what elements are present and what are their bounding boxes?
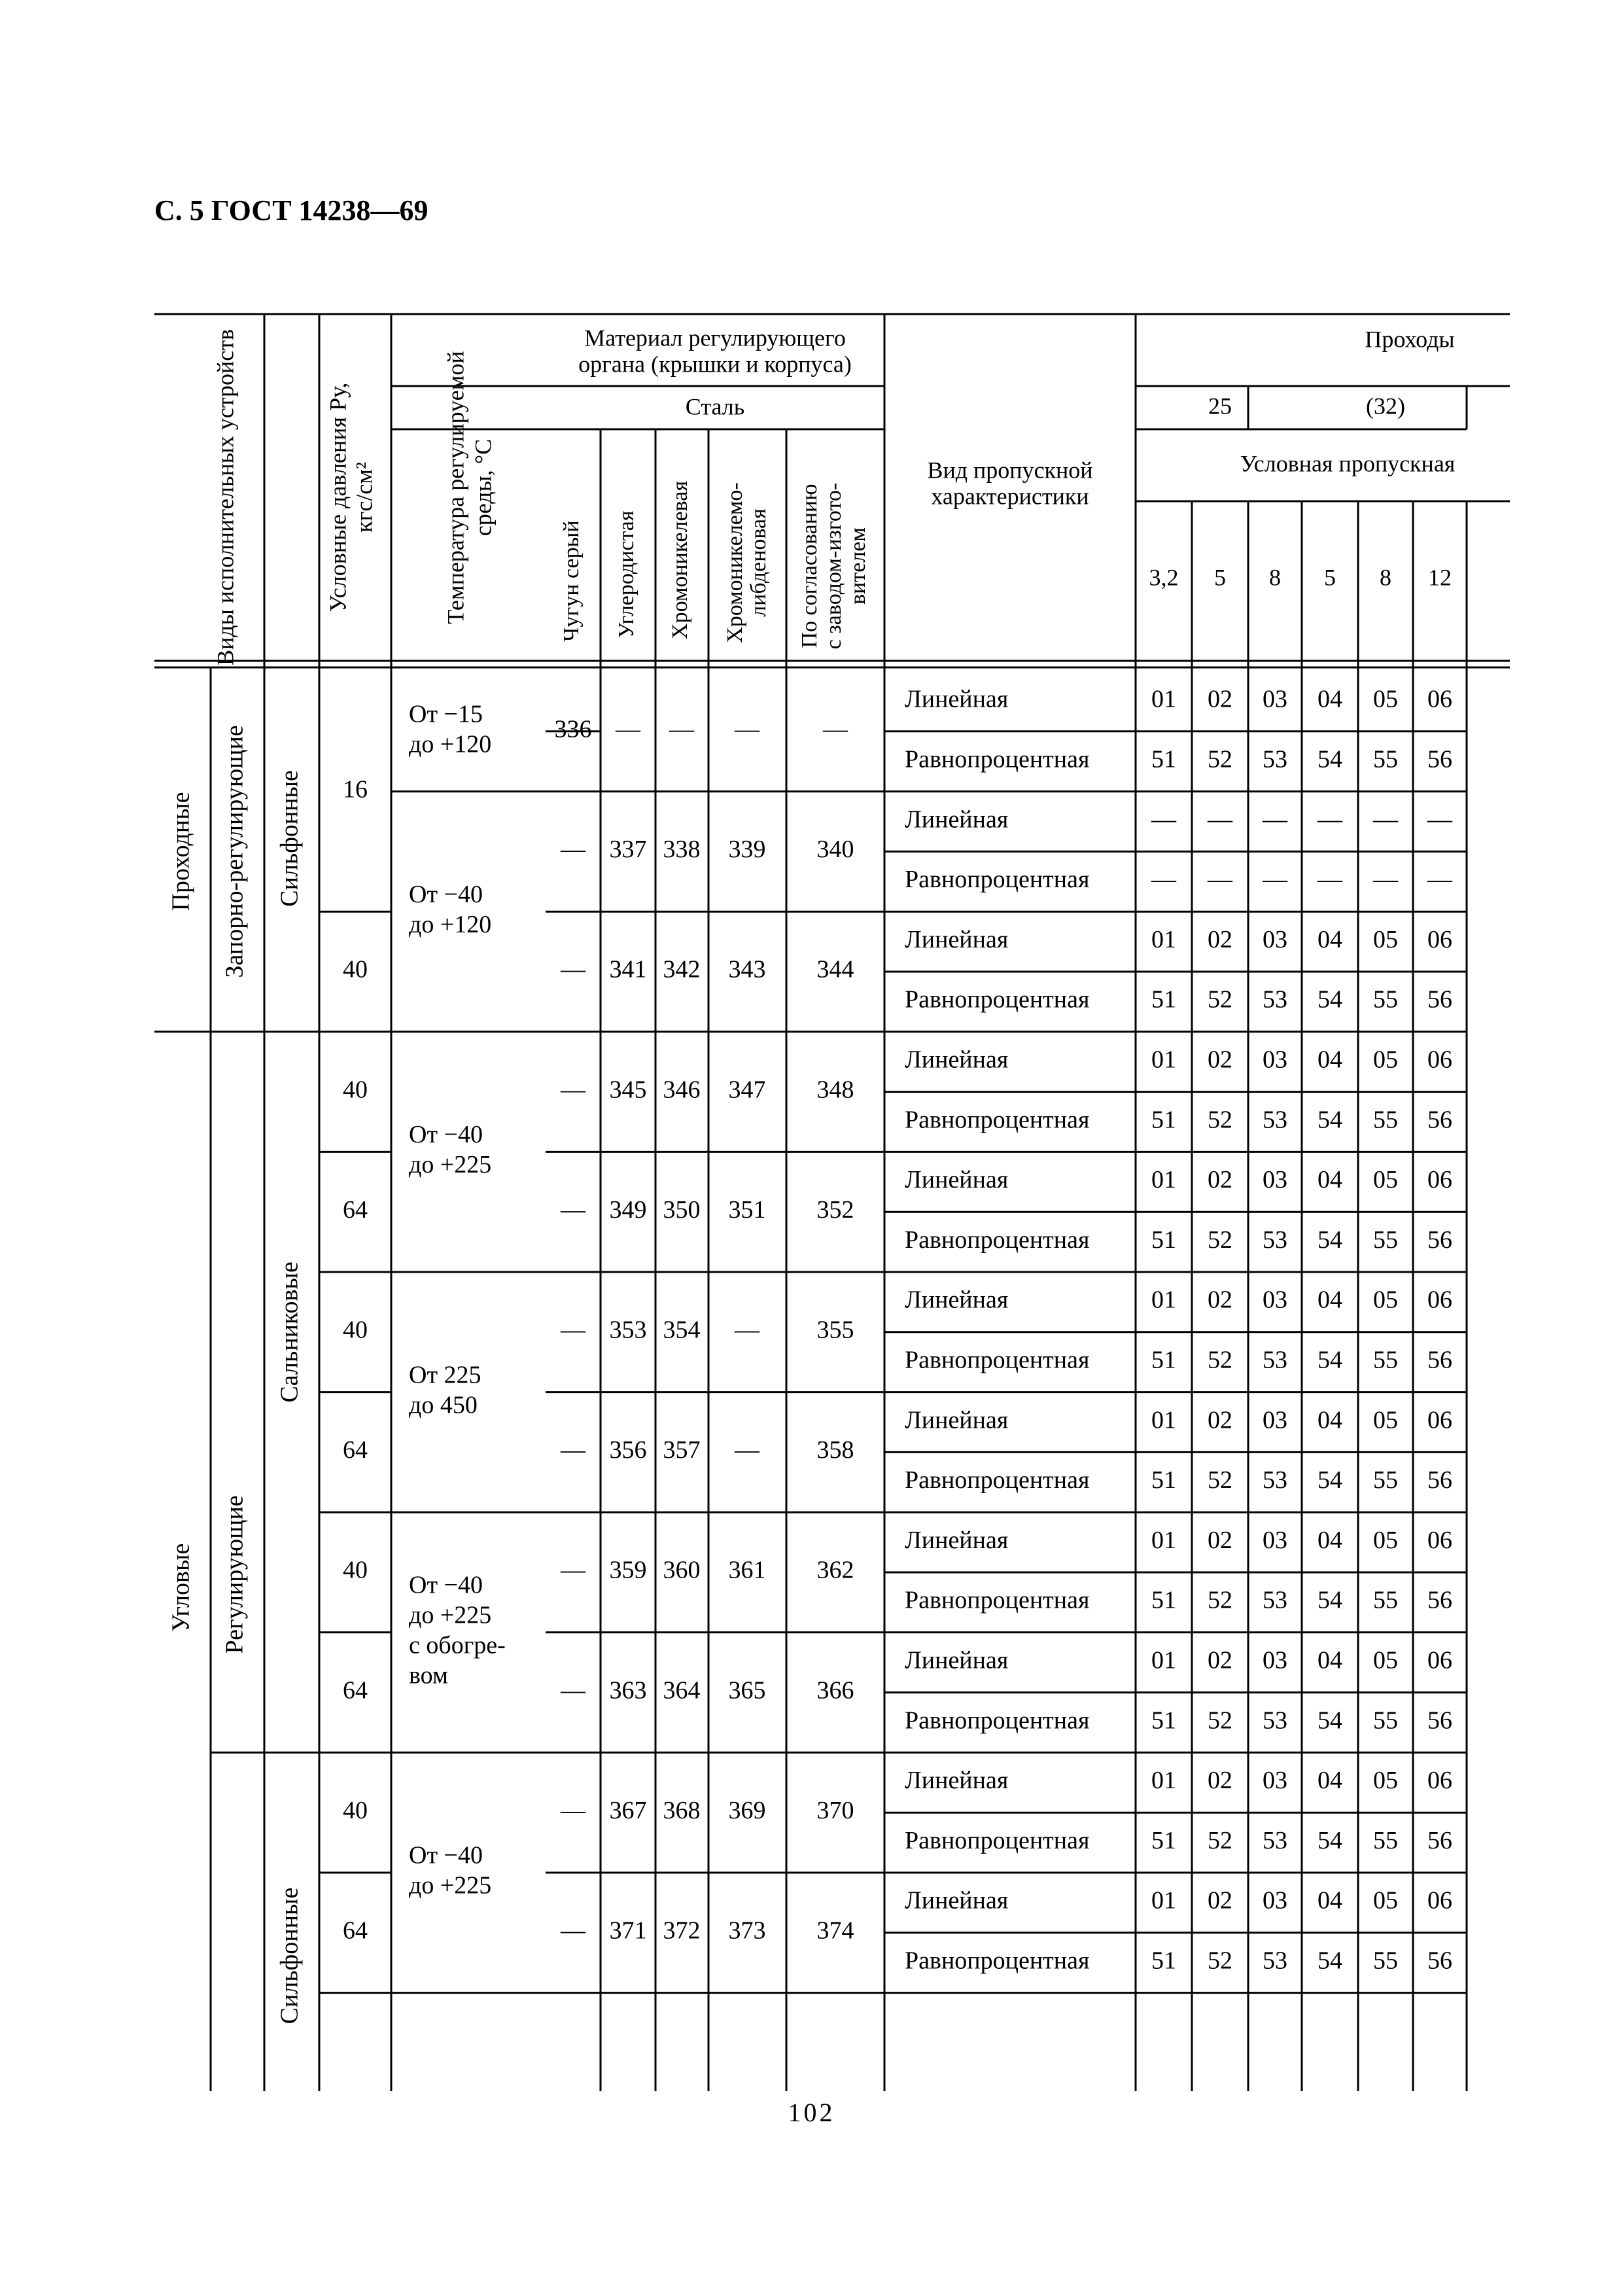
material-code: 365 bbox=[728, 1676, 766, 1704]
characteristic-type: Равнопроцентная bbox=[905, 985, 1090, 1014]
material-code: 348 bbox=[816, 1076, 854, 1104]
capacity-code: 02 bbox=[1208, 925, 1232, 953]
header-characteristic-2: характеристики bbox=[931, 483, 1089, 510]
table-cells bbox=[167, 325, 1456, 2024]
capacity-code: 05 bbox=[1373, 1646, 1398, 1674]
capacity-code: 51 bbox=[1151, 1706, 1176, 1735]
header-capacity-value: 5 bbox=[1324, 564, 1336, 591]
capacity-code: 04 bbox=[1318, 1767, 1342, 1795]
capacity-code: 04 bbox=[1318, 925, 1342, 953]
capacity-code: 53 bbox=[1263, 1586, 1287, 1614]
group-passage: Проходные bbox=[167, 792, 195, 911]
capacity-code: 03 bbox=[1263, 1767, 1287, 1795]
material-code: — bbox=[616, 715, 640, 743]
capacity-code: 06 bbox=[1427, 1406, 1452, 1434]
capacity-code: 06 bbox=[1427, 1526, 1452, 1554]
material-code: 336 bbox=[554, 715, 592, 743]
pressure-value: 64 bbox=[343, 1436, 368, 1464]
header-capacity-value: 3,2 bbox=[1149, 564, 1179, 591]
capacity-code: 06 bbox=[1427, 925, 1452, 953]
group-bellows-2: Сильфонные bbox=[275, 1887, 304, 2024]
material-code: — bbox=[735, 1316, 759, 1344]
characteristic-type: Равнопроцентная bbox=[905, 1106, 1090, 1134]
characteristic-type: Линейная bbox=[905, 1767, 1009, 1795]
capacity-code: 04 bbox=[1318, 1886, 1342, 1915]
capacity-code: 02 bbox=[1208, 1646, 1232, 1674]
capacity-code: 54 bbox=[1318, 1466, 1342, 1494]
capacity-code: 03 bbox=[1263, 1286, 1287, 1314]
capacity-code: 51 bbox=[1151, 1226, 1176, 1254]
material-code: — bbox=[561, 1316, 585, 1344]
capacity-code: 55 bbox=[1373, 1346, 1398, 1374]
temperature-value: до +225 bbox=[409, 1871, 492, 1899]
capacity-code: 05 bbox=[1373, 1166, 1398, 1194]
material-code: 362 bbox=[816, 1556, 854, 1584]
capacity-code: 01 bbox=[1151, 1166, 1176, 1194]
capacity-code: 52 bbox=[1208, 1826, 1232, 1854]
capacity-code: 53 bbox=[1263, 745, 1287, 773]
capacity-code: 05 bbox=[1373, 1286, 1398, 1314]
capacity-code: 05 bbox=[1373, 1767, 1398, 1795]
temperature-value: с обогре- bbox=[409, 1631, 506, 1659]
material-code: — bbox=[669, 715, 694, 743]
header-by-agreement-3: вителем bbox=[845, 527, 870, 605]
capacity-code: 05 bbox=[1373, 1886, 1398, 1915]
capacity-code: 01 bbox=[1151, 1406, 1176, 1434]
characteristic-type: Линейная bbox=[905, 1526, 1009, 1554]
capacity-code: 55 bbox=[1373, 1106, 1398, 1134]
header-temperature-unit: среды, °С bbox=[470, 438, 497, 537]
capacity-code: 56 bbox=[1427, 1466, 1452, 1494]
capacity-code: 02 bbox=[1208, 1767, 1232, 1795]
group-gland: Сальниковые bbox=[275, 1262, 304, 1403]
header-chromenickelmolybdenum: Хромоникелемо- bbox=[722, 482, 747, 643]
pressure-value: 16 bbox=[343, 775, 368, 804]
pressure-value: 40 bbox=[343, 955, 368, 983]
capacity-code: 53 bbox=[1263, 1466, 1287, 1494]
material-code: — bbox=[561, 1676, 585, 1704]
material-code: 346 bbox=[663, 1076, 701, 1104]
temperature-value: до 450 bbox=[409, 1391, 478, 1419]
capacity-code: 54 bbox=[1318, 1826, 1342, 1854]
capacity-code: 51 bbox=[1151, 1586, 1176, 1614]
capacity-code: 51 bbox=[1151, 1947, 1176, 1975]
material-code: 370 bbox=[816, 1796, 854, 1824]
capacity-code: 52 bbox=[1208, 1106, 1232, 1134]
capacity-code: 54 bbox=[1318, 745, 1342, 773]
capacity-code: 55 bbox=[1373, 1586, 1398, 1614]
capacity-code: 01 bbox=[1151, 1646, 1176, 1674]
material-code: 358 bbox=[816, 1436, 854, 1464]
header-capacity-value: 8 bbox=[1380, 564, 1391, 591]
capacity-code: 54 bbox=[1318, 1586, 1342, 1614]
capacity-code: 54 bbox=[1318, 1947, 1342, 1975]
material-code: 368 bbox=[663, 1796, 701, 1824]
temperature-value: до +225 bbox=[409, 1151, 492, 1179]
capacity-code: 02 bbox=[1208, 1406, 1232, 1434]
temperature-value: вом bbox=[409, 1661, 449, 1689]
capacity-code: 53 bbox=[1263, 1346, 1287, 1374]
header-capacity-value: 8 bbox=[1269, 564, 1281, 591]
material-code: — bbox=[561, 1556, 585, 1584]
capacity-code: 03 bbox=[1263, 1046, 1287, 1074]
capacity-code: 03 bbox=[1263, 1886, 1287, 1915]
capacity-code: 55 bbox=[1373, 1466, 1398, 1494]
capacity-code: 03 bbox=[1263, 1646, 1287, 1674]
capacity-code: 05 bbox=[1373, 685, 1398, 713]
capacity-code: 05 bbox=[1373, 1526, 1398, 1554]
capacity-code: 04 bbox=[1318, 1166, 1342, 1194]
capacity-code: — bbox=[1373, 866, 1398, 894]
material-code: — bbox=[823, 715, 848, 743]
capacity-code: 53 bbox=[1263, 1226, 1287, 1254]
temperature-value: до +225 bbox=[409, 1601, 492, 1629]
temperature-value: до +120 bbox=[409, 910, 492, 938]
material-code: 350 bbox=[663, 1195, 701, 1224]
capacity-code: 02 bbox=[1208, 1886, 1232, 1915]
pressure-value: 40 bbox=[343, 1796, 368, 1824]
material-code: 339 bbox=[728, 836, 766, 864]
capacity-code: 56 bbox=[1427, 985, 1452, 1014]
characteristic-type: Линейная bbox=[905, 1886, 1009, 1915]
capacity-code: 01 bbox=[1151, 925, 1176, 953]
capacity-code: 51 bbox=[1151, 1826, 1176, 1854]
characteristic-type: Линейная bbox=[905, 1406, 1009, 1434]
header-cast-iron: Чугун серый bbox=[559, 520, 584, 642]
capacity-code: 56 bbox=[1427, 1947, 1452, 1975]
characteristic-type: Линейная bbox=[905, 685, 1009, 713]
header-characteristic: Вид пропускной bbox=[927, 457, 1093, 484]
material-code: 340 bbox=[816, 836, 854, 864]
material-code: — bbox=[561, 1916, 585, 1945]
header-pass-32: (32) bbox=[1366, 393, 1405, 419]
material-code: 353 bbox=[609, 1316, 647, 1344]
capacity-code: 54 bbox=[1318, 985, 1342, 1014]
material-code: — bbox=[561, 955, 585, 983]
capacity-code: 03 bbox=[1263, 1406, 1287, 1434]
material-code: — bbox=[561, 1436, 585, 1464]
capacity-code: — bbox=[1263, 866, 1287, 894]
capacity-code: 01 bbox=[1151, 1046, 1176, 1074]
pressure-value: 64 bbox=[343, 1195, 368, 1224]
capacity-code: 55 bbox=[1373, 1947, 1398, 1975]
capacity-code: 02 bbox=[1208, 1526, 1232, 1554]
header-pass-25: 25 bbox=[1208, 393, 1232, 419]
capacity-code: — bbox=[1373, 805, 1398, 834]
capacity-code: 03 bbox=[1263, 1166, 1287, 1194]
characteristic-type: Равнопроцентная bbox=[905, 1346, 1090, 1374]
capacity-code: 05 bbox=[1373, 925, 1398, 953]
material-code: — bbox=[735, 715, 759, 743]
capacity-code: — bbox=[1151, 805, 1176, 834]
group-angular: Угловые bbox=[167, 1543, 195, 1633]
capacity-code: 02 bbox=[1208, 1286, 1232, 1314]
group-regulating: Регулирующие bbox=[220, 1495, 249, 1654]
material-code: — bbox=[561, 836, 585, 864]
characteristic-type: Линейная bbox=[905, 1166, 1009, 1194]
capacity-code: 56 bbox=[1427, 1826, 1452, 1854]
material-code: — bbox=[735, 1436, 759, 1464]
material-code: 342 bbox=[663, 955, 701, 983]
material-code: 366 bbox=[816, 1676, 854, 1704]
temperature-value: От −40 bbox=[409, 1121, 483, 1149]
capacity-code: 51 bbox=[1151, 1466, 1176, 1494]
header-chromenickel-steel: Хромоникелевая bbox=[667, 481, 692, 639]
material-code: 361 bbox=[728, 1556, 766, 1584]
capacity-code: 06 bbox=[1427, 1046, 1452, 1074]
capacity-code: 01 bbox=[1151, 1886, 1176, 1915]
capacity-code: 04 bbox=[1318, 1286, 1342, 1314]
characteristic-type: Равнопроцентная bbox=[905, 1466, 1090, 1494]
header-by-agreement-2: с заводом-изгото- bbox=[821, 482, 846, 650]
header-capacity: Условная пропускная bbox=[1240, 450, 1456, 477]
material-code: 349 bbox=[609, 1195, 647, 1224]
group-shutoff-regulating: Запорно-регулирующие bbox=[220, 725, 249, 978]
temperature-value: до +120 bbox=[409, 730, 492, 758]
capacity-code: — bbox=[1208, 805, 1232, 834]
header-capacity-value: 12 bbox=[1428, 564, 1452, 591]
capacity-code: 04 bbox=[1318, 1406, 1342, 1434]
capacity-code: 52 bbox=[1208, 1226, 1232, 1254]
material-code: 359 bbox=[609, 1556, 647, 1584]
characteristic-type: Равнопроцентная bbox=[905, 1826, 1090, 1854]
capacity-code: 04 bbox=[1318, 1526, 1342, 1554]
capacity-code: 51 bbox=[1151, 1346, 1176, 1374]
capacity-code: — bbox=[1318, 866, 1342, 894]
characteristic-type: Линейная bbox=[905, 1286, 1009, 1314]
capacity-code: 56 bbox=[1427, 1586, 1452, 1614]
capacity-code: 53 bbox=[1263, 1706, 1287, 1735]
header-pressure-unit: кгс/см² bbox=[351, 462, 377, 533]
capacity-code: 54 bbox=[1318, 1106, 1342, 1134]
temperature-value: От −15 bbox=[409, 700, 483, 728]
capacity-code: 56 bbox=[1427, 745, 1452, 773]
capacity-code: 01 bbox=[1151, 685, 1176, 713]
material-code: 369 bbox=[728, 1796, 766, 1824]
capacity-code: 06 bbox=[1427, 1886, 1452, 1915]
characteristic-type: Равнопроцентная bbox=[905, 1706, 1090, 1735]
group-bellows-1: Сильфонные bbox=[275, 770, 304, 907]
material-code: 343 bbox=[728, 955, 766, 983]
capacity-code: 55 bbox=[1373, 1226, 1398, 1254]
material-code: 341 bbox=[609, 955, 647, 983]
material-code: 367 bbox=[609, 1796, 647, 1824]
capacity-code: 51 bbox=[1151, 745, 1176, 773]
capacity-code: 06 bbox=[1427, 685, 1452, 713]
capacity-code: 01 bbox=[1151, 1286, 1176, 1314]
material-code: — bbox=[561, 1195, 585, 1224]
capacity-code: 56 bbox=[1427, 1346, 1452, 1374]
capacity-code: 02 bbox=[1208, 1166, 1232, 1194]
material-code: 345 bbox=[609, 1076, 647, 1104]
header-by-agreement: По согласованию bbox=[797, 484, 822, 648]
capacity-code: 06 bbox=[1427, 1286, 1452, 1314]
capacity-code: 05 bbox=[1373, 1406, 1398, 1434]
capacity-code: 05 bbox=[1373, 1046, 1398, 1074]
material-code: 344 bbox=[816, 955, 854, 983]
capacity-code: 03 bbox=[1263, 685, 1287, 713]
pressure-value: 40 bbox=[343, 1556, 368, 1584]
pressure-value: 64 bbox=[343, 1916, 368, 1945]
capacity-code: — bbox=[1208, 866, 1232, 894]
temperature-value: От −40 bbox=[409, 880, 483, 908]
capacity-code: 55 bbox=[1373, 745, 1398, 773]
material-code: 352 bbox=[816, 1195, 854, 1224]
capacity-code: 03 bbox=[1263, 1526, 1287, 1554]
material-code: 364 bbox=[663, 1676, 701, 1704]
header-carbon-steel: Углеродистая bbox=[614, 510, 638, 639]
material-code: 373 bbox=[728, 1916, 766, 1945]
capacity-code: 52 bbox=[1208, 1346, 1232, 1374]
material-code: 354 bbox=[663, 1316, 701, 1344]
material-code: 351 bbox=[728, 1195, 766, 1224]
material-code: — bbox=[561, 1796, 585, 1824]
capacity-code: 55 bbox=[1373, 1826, 1398, 1854]
material-code: 374 bbox=[816, 1916, 854, 1945]
capacity-code: 03 bbox=[1263, 925, 1287, 953]
capacity-code: 06 bbox=[1427, 1166, 1452, 1194]
capacity-code: 01 bbox=[1151, 1767, 1176, 1795]
capacity-code: 56 bbox=[1427, 1106, 1452, 1134]
capacity-code: 06 bbox=[1427, 1646, 1452, 1674]
capacity-code: 53 bbox=[1263, 1826, 1287, 1854]
capacity-code: — bbox=[1318, 805, 1342, 834]
capacity-code: 53 bbox=[1263, 1947, 1287, 1975]
characteristic-type: Линейная bbox=[905, 925, 1009, 953]
header-steel: Сталь bbox=[685, 393, 745, 420]
characteristic-type: Равнопроцентная bbox=[905, 1947, 1090, 1975]
capacity-code: 04 bbox=[1318, 685, 1342, 713]
temperature-value: От −40 bbox=[409, 1571, 483, 1599]
capacity-code: 53 bbox=[1263, 985, 1287, 1014]
header-material: Материал регулирующего bbox=[584, 325, 846, 351]
material-code: 337 bbox=[609, 836, 647, 864]
capacity-code: 52 bbox=[1208, 1586, 1232, 1614]
material-code: 355 bbox=[816, 1316, 854, 1344]
material-code: 356 bbox=[609, 1436, 647, 1464]
capacity-code: 55 bbox=[1373, 1706, 1398, 1735]
header-chromenickelmolybdenum-2: либденовая bbox=[746, 508, 771, 617]
capacity-code: 56 bbox=[1427, 1706, 1452, 1735]
capacity-code: — bbox=[1427, 866, 1452, 894]
pressure-value: 40 bbox=[343, 1076, 368, 1104]
header-device-types: Виды исполнительных устройств bbox=[212, 329, 239, 665]
pressure-value: 40 bbox=[343, 1316, 368, 1344]
characteristic-type: Равнопроцентная bbox=[905, 1226, 1090, 1254]
capacity-code: 51 bbox=[1151, 985, 1176, 1014]
pressure-value: 64 bbox=[343, 1676, 368, 1704]
capacity-code: — bbox=[1427, 805, 1452, 834]
material-code: 338 bbox=[663, 836, 701, 864]
characteristic-type: Равнопроцентная bbox=[905, 745, 1090, 773]
header-capacity-value: 5 bbox=[1214, 564, 1226, 591]
material-code: 363 bbox=[609, 1676, 647, 1704]
material-code: 360 bbox=[663, 1556, 701, 1584]
material-code: 347 bbox=[728, 1076, 766, 1104]
capacity-code: 54 bbox=[1318, 1706, 1342, 1735]
material-code: 371 bbox=[609, 1916, 647, 1945]
capacity-code: 56 bbox=[1427, 1226, 1452, 1254]
capacity-code: 55 bbox=[1373, 985, 1398, 1014]
temperature-value: От 225 bbox=[409, 1361, 481, 1389]
capacity-code: 04 bbox=[1318, 1646, 1342, 1674]
material-code: 357 bbox=[663, 1436, 701, 1464]
characteristic-type: Линейная bbox=[905, 1646, 1009, 1674]
header-passes: Проходы bbox=[1365, 326, 1455, 353]
header-pressure: Условные давления Pу, bbox=[324, 382, 351, 612]
capacity-code: — bbox=[1263, 805, 1287, 834]
page-number: 102 bbox=[788, 2098, 835, 2127]
page-header: С. 5 ГОСТ 14238—69 bbox=[154, 194, 428, 226]
capacity-code: 04 bbox=[1318, 1046, 1342, 1074]
characteristic-type: Равнопроцентная bbox=[905, 1586, 1090, 1614]
capacity-code: 54 bbox=[1318, 1346, 1342, 1374]
capacity-code: 51 bbox=[1151, 1106, 1176, 1134]
capacity-code: — bbox=[1151, 866, 1176, 894]
characteristic-type: Линейная bbox=[905, 805, 1009, 834]
capacity-code: 53 bbox=[1263, 1106, 1287, 1134]
capacity-code: 01 bbox=[1151, 1526, 1176, 1554]
capacity-code: 02 bbox=[1208, 685, 1232, 713]
header-material-2: органа (крышки и корпуса) bbox=[578, 351, 852, 378]
material-code: — bbox=[561, 1076, 585, 1104]
capacity-code: 52 bbox=[1208, 1947, 1232, 1975]
capacity-code: 54 bbox=[1318, 1226, 1342, 1254]
capacity-code: 52 bbox=[1208, 745, 1232, 773]
capacity-code: 52 bbox=[1208, 1706, 1232, 1735]
material-code: 372 bbox=[663, 1916, 701, 1945]
characteristic-type: Равнопроцентная bbox=[905, 866, 1090, 894]
capacity-code: 52 bbox=[1208, 985, 1232, 1014]
header-temperature: Температура регулируемой bbox=[442, 351, 469, 624]
capacity-code: 52 bbox=[1208, 1466, 1232, 1494]
characteristic-type: Линейная bbox=[905, 1046, 1009, 1074]
capacity-code: 06 bbox=[1427, 1767, 1452, 1795]
temperature-value: От −40 bbox=[409, 1841, 483, 1869]
capacity-code: 02 bbox=[1208, 1046, 1232, 1074]
